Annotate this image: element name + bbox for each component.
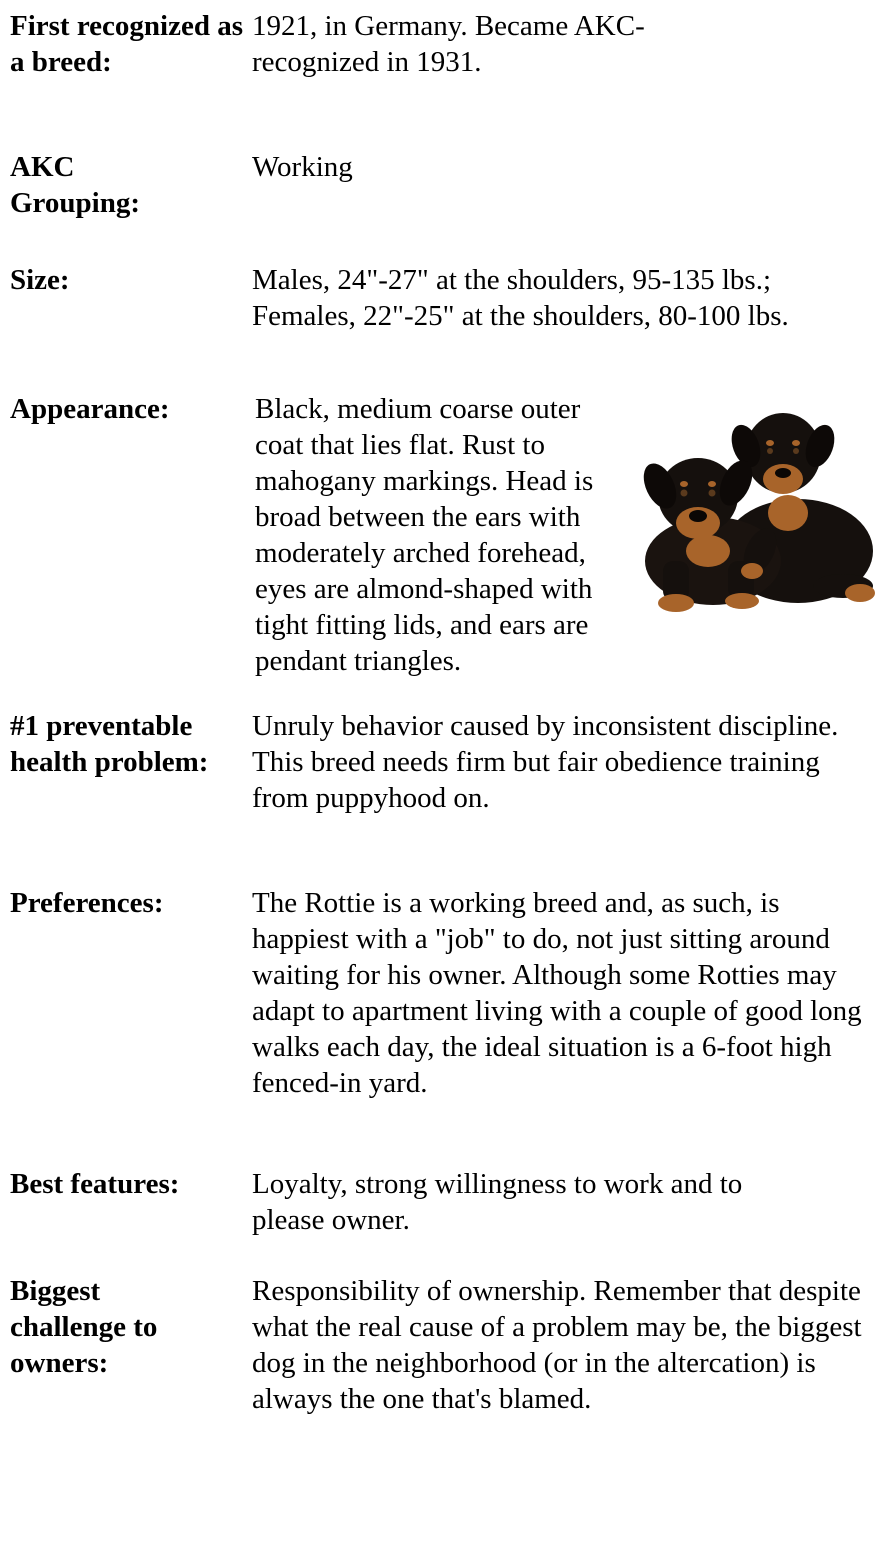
row-label: Biggest challenge to owners: <box>10 1275 158 1379</box>
row-label: Best features: <box>10 1168 180 1200</box>
row-akc-grouping <box>10 149 875 262</box>
row-label: Appearance: <box>10 393 170 425</box>
row-value: Loyalty, strong willingness to work and to please owner. <box>252 1168 743 1236</box>
row-biggest-challenge <box>10 1273 875 1453</box>
row-size <box>10 262 875 360</box>
row-value: The Rottie is a working breed and, as such, is happiest with a "job" to do, not just sitting around waiting for his owner. Although some Rotties may adapt to apartment living with a couple of good long walks each day, the ideal situation is a 6-foot high fenced-in yard. <box>252 887 862 1099</box>
row-value: 1921, in Germany. Became AKC-recognized in 1931. <box>252 10 645 78</box>
row-value: Unruly behavior caused by inconsistent discipline. This breed needs firm but fair obedience training from puppyhood on. <box>252 710 839 814</box>
row-value: Males, 24"-27" at the shoulders, 95-135 lbs.; Females, 22"-25" at the shoulders, 80-100 lbs. <box>252 264 789 332</box>
row-best-features <box>10 1166 875 1242</box>
row-label: AKC Grouping: <box>10 151 141 219</box>
puppies-illustration <box>628 401 875 613</box>
row-label: Preferences: <box>10 887 164 919</box>
rottweiler-puppies-image <box>628 401 875 613</box>
row-preferences <box>10 885 875 1135</box>
row-value: Responsibility of ownership. Remember that despite what the real cause of a problem may be, the biggest dog in the neighborhood (or in the altercation) is always the one that's blamed. <box>252 1275 862 1415</box>
row-first-recognized <box>10 8 875 120</box>
row-value: Working <box>252 151 353 183</box>
breed-profile <box>10 8 875 1453</box>
row-appearance <box>10 391 875 677</box>
row-value: Black, medium coarse outer coat that lies flat. Rust to mahogany markings. Head is broad between the ears with moderately arched forehead, eyes are almond-shaped with tight fitting lids, and ears are pendant triangles. <box>255 393 594 677</box>
row-label: First recognized as a breed: <box>10 10 244 78</box>
row-label: #1 preventable health problem: <box>10 710 209 778</box>
row-preventable-health-problem <box>10 708 875 856</box>
row-label: Size: <box>10 264 70 296</box>
